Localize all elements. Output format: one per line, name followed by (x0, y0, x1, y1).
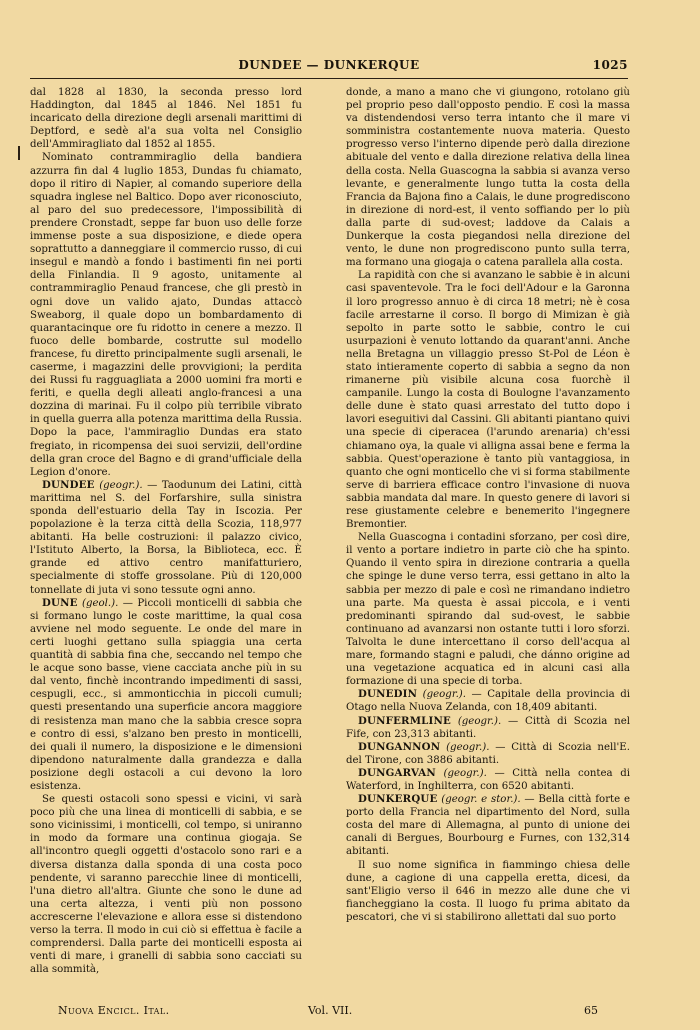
entry-headword: DUNEDIN (358, 688, 418, 701)
paragraph-text: Il suo nome significa in fiammingo chiesa delle dune, a cagione di una cappella eretta, dicesi, da sant'Eligio verso il 646 in mezzo alle dune che vi fiancheggiano la costa. Il luogo fu prima abitato da pescatori, che vi si stabilirono allettati dal suo porto (346, 859, 630, 923)
paragraph-text: — Taodunum dei Latini, città marittima nel S. del Forfarshire, sulla sinistra sponda dell'estuario della Tay in Iscozia. Per popolazione è la terza città della Scozia, 118,977 abitanti. Ha belle costruzioni: il palazzo civico, l'Istituto Alberto, la Borsa, la Biblioteca, ecc. È grande ed attivo centro manifatturiero, specialmente di stoffe grossolane. Più di 120,000 tonnellate di juta vi sono tessute ogni anno. (30, 479, 302, 596)
entry-dunedin (346, 688, 630, 714)
paragraph-text: — Città di Scozia nell'E. del Tirone, con 3886 abitanti. (346, 741, 630, 766)
entry-dundee (30, 479, 302, 597)
margin-mark (18, 146, 20, 160)
entry-category: (geogr.). (422, 689, 467, 701)
paragraph (346, 269, 630, 531)
entry-dungarvan (346, 767, 630, 793)
paragraph-text: La rapidità con che si avanzano le sabbie è in alcuni casi spaventevole. Tra le foci dell'Adour e la Garonna il loro progresso annuo è di circa 18 metri; nè è cosa facile arrestarne il corso. Il borgo di Mimizan è già sepolto in parte sotto le sabbie, contro le cui usurpazioni è venuto lottando da quarant'anni. Anche nella Bretagna un villaggio presso St-Pol de Léon è stato intieramente coperto di sabbia a segno da non rimanerne più visibile alcuna cosa fuorchè il campanile. Lungo la costa di Boulogne l'avanzamento delle dune è stato quasi arrestato del tutto dopo i lavori eseguitivi dal Cassini. Gli abitanti piantano quivi una specie di ciperacea (l'arundo arenaria) ch'essi chiamano oya, la quale vi allignа assai bene e ferma la sabbia. Quest'operazione è tanto più vantaggiosa, in quanto che ogni monticello che vi si forma stabilmente serve di barriera efficace contro l'invasione di nuova sabbia mandata dal mare. In questo genere di lavori si rese giustamente celebre e benemerito l'ingegnere Bremontier. (346, 270, 630, 531)
entry-dunkerque (346, 793, 630, 858)
running-header (30, 58, 628, 79)
paragraph (346, 859, 630, 924)
paragraph (346, 86, 630, 269)
entry-headword: DUNDEE (42, 478, 95, 491)
paragraph-text: Nominato contrammiraglio della bandiera azzurra fin dal 4 luglio 1853, Dundas fu chiamato, dopo il ritiro di Napier, al comando superiore della squadra inglese nel Baltico. Dopo aver riconosciuto, al paro del suo predecessore, l'impossibilità di prendere Cronstadt, seppe far buon uso delle forze immense poste a sua disposizione, e diede opera soprattutto a danneggiare il commercio russo, di cui insegul e mandò a fondo i bastimenti fin nei porti della Finlandia. Il 9 agosto, unitamente al contrammiraglio Penaud francese, che gli prestò in ogni dove un valido ajato, Dundas attaccò Sweaborg, il quale dopo un bombardamento di quarantacinque ore fu ridotto in cenere a mezzo. Il fuoco delle bombarde, costrutte sul modello francese, fu diretto principalmente sugli arsenali, le caserme, i magazzini delle provvigioni; la perdita dei Russi fu ragguagliata a 2000 uomini fra morti e feriti, e quella degli alleati anglo-francesi a una dozzina di marinai. Fu il colpo più terribile vibrato in quella guerra alla potenza marittima della Russia. Dopo la pace, l'ammiraglio Dundas era stato fregiato, in ricompensa dei suoi servizii, dell'ordine della gran croce del Bagno e di grand'ufficiale della Legion d'onore. (30, 152, 302, 478)
footer-volume: Vol. VII. (308, 1004, 353, 1017)
entry-category: (geogr.). (446, 741, 490, 753)
entry-category: (geogr.). (99, 479, 143, 491)
footer-series: Nuova Encicl. Ital. (58, 1004, 170, 1017)
paragraph-text: — Città nella contea di Waterford, in Inghilterra, con 6520 abitanti. (346, 767, 630, 792)
paragraph (30, 793, 302, 976)
entry-headword: DUNE (42, 596, 78, 609)
entry-category: (geogr. e stor.). (441, 794, 521, 806)
entry-dunfermline (346, 715, 630, 741)
entry-category: (geogr.). (443, 767, 487, 779)
header-title: DUNDEE — DUNKERQUE (238, 58, 420, 72)
paragraph-text: — Capitale della provincia di Otago nella Nuova Zelanda, con 18,409 abitanti. (346, 689, 630, 714)
paragraph-text: dal 1828 al 1830, la seconda presso lord Haddington, dal 1845 al 1846. Nel 1851 fu incaricato della direzione degli arsenali marittimi di Deptford, e sedè al'a sua volta nel Consiglio dell'Ammiragliato dal 1852 al 1855. (30, 87, 302, 151)
paragraph (30, 86, 302, 151)
entry-category: (geol.). (82, 597, 119, 609)
paragraph-text: donde, a mano a mano che vi giungono, rotolano giù pel proprio peso dall'opposto pendio. E così la massa va distendendosi verso terra intanto che il mare vi somministra costantemente nuova materia. Questo progresso verso l'interno dipende però dalla direzione abituale del vento e dalla direzione relativa della linea della costa. Nella Guascogna la sabbia si avanza verso levante, e generalmente lungo tutta la costa della Francia da Bajona fino a Calais, le dune progrediscono in direzione di nord-est, il vento soffiando per lo più dalla parte di sud-ovest; laddove da Calais a Dunkerque la costa piegandosi nella direzione del vento, le dune non progrediscono punto sulla terra, ma formano una giogaja o catena parallela alla costa. (346, 87, 630, 269)
paragraph (346, 531, 630, 688)
paragraph-text: — Bella città forte e porto della Francia nel dipartimento del Nord, sulla costa del mare di Allemagna, al punto di unione dei canali di Bergues, Bourbourg e Furnes, con 132,314 abitanti. (346, 794, 630, 858)
entry-dune (30, 597, 302, 793)
entry-category: (geogr.). (457, 715, 502, 727)
page-footer (58, 1004, 598, 1018)
right-column (346, 86, 630, 992)
paragraph-text: — Città di Scozia nel Fife, con 23,313 abitanti. (346, 715, 630, 740)
paragraph-text: Se questi ostacoli sono spessi e vicini, vi sarà poco più che una linea di monticelli di sabbia, e se sono vicinissimi, i monticelli, col tempo, si uniranno in modo da formare una continua giogaja. Se all'incontro quegli oggetti d'ostacolo sono rari e a diversa distanza dalla sponda di una costa poco pendente, vi saranno parecchie linee di monticelli, l'una dietro all'altra. Giunte che sono le dune ad una certa altezza, i venti più non possono accrescerne l'elevazione e allora esse si distendono verso la terra. Il modo in cui ciò si effettua è facile a comprendersi. Dalla parte dei monticelli esposta ai venti di mare, i granelli di sabbia sono cacciati su alla sommità, (30, 794, 302, 976)
paragraph-text: Nella Guascogna i contadini sforzano, per così dire, il vento a portare indietro in parte ciò che ha spinto. Quando il vento spira in direzione contraria a quella che spinge le dune verso terra, essi gettano in alto la sabbia per mezzo di pale e così ne rimandano indietro una parte. Ma questa è assai piccola, e i venti predominanti spirando dal sud-ovest, le sabbie continuano ad avanzarsi non ostante tutti i loro sforzi. Talvolta le dune intercettano il corso dell'acqua al mare, formando stagni e paludi, che dánno origine ad una vegetazione acquatica ed in alcuni casi alla formazione di una specie di torba. (346, 532, 630, 688)
entry-headword: DUNKERQUE (358, 793, 438, 806)
left-column (30, 86, 302, 992)
paragraph-text: — Piccoli monticelli di sabbia che si formano lungo le coste marittime, la qual cosa avviene nel modo seguente. Le onde del mare in certi luoghi gettano sulla spiaggia una certa quantità di sabbia fina che, seccando nel tempo che le acque sono basse, viene cacciata anche più in su dal vento, finchè incontrando impedimenti di sassi, cespugli, ecc., si ammonticchia in piccoli cumuli; questi presentando una superficie ancora maggiore di resistenza man mano che la sabbia cresce sopra e contro di essi, s'alzano ben presto in monticelli, dei quali il numero, la disposizione e le dimensioni dipendono naturalmente dalla grandezza e dalla posizione degli ostacoli a cui devono la loro esistenza. (30, 597, 302, 792)
footer-sheet: 65 (584, 1004, 598, 1017)
page-number: 1025 (592, 58, 628, 72)
entry-headword: DUNGANNON (358, 740, 441, 753)
entry-dungannon (346, 741, 630, 767)
entry-headword: DUNFERMLINE (358, 714, 451, 727)
entry-headword: DUNGARVAN (358, 766, 436, 779)
paragraph (30, 151, 302, 478)
